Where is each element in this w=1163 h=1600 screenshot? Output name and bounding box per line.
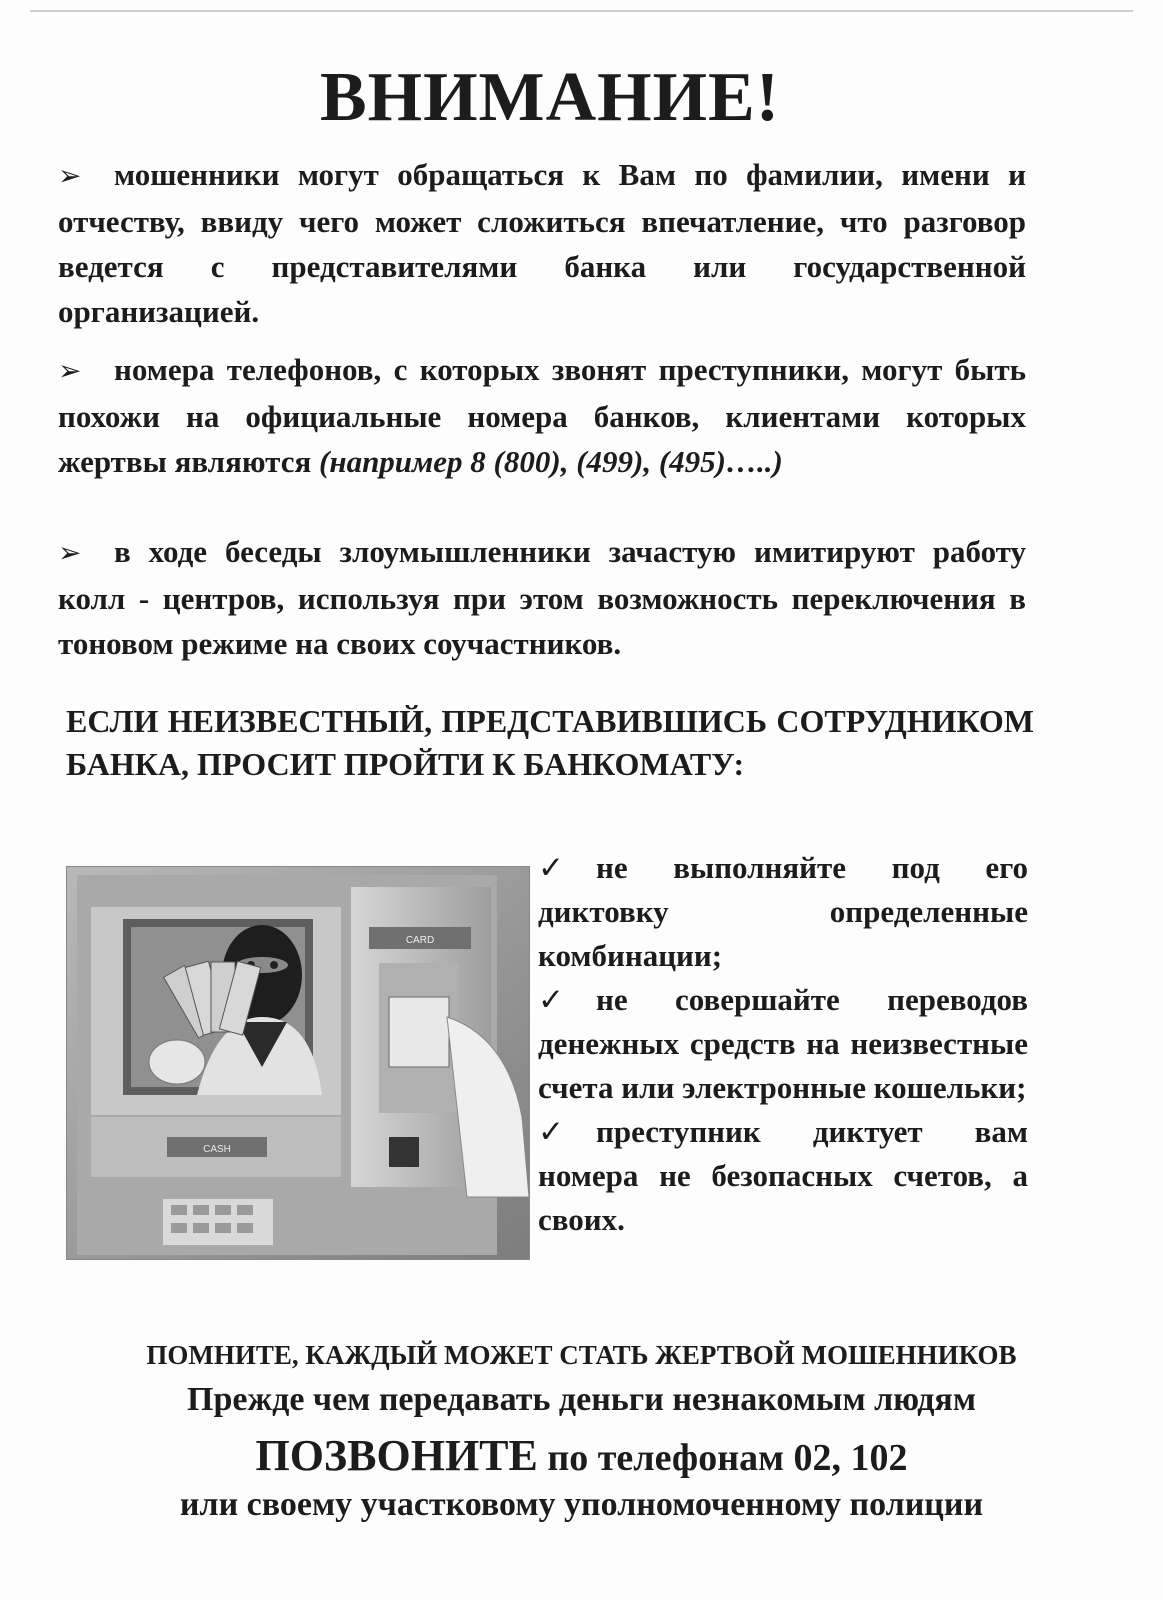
footer-call-word: ПОЗВОНИТЕ: [255, 1431, 538, 1480]
scan-edge-line: [30, 10, 1133, 12]
arrow-bullet-icon: ➢: [58, 356, 82, 387]
bullet-item-2: [58, 347, 1026, 484]
atm-illustration: [67, 867, 529, 1259]
bullet-text-1: мошенники могут обращаться к Вам по фамилии, имени и отчеству, ввиду чего может сложиться впечатление, что разговор ведется с представителями банка или государственной организацией.: [58, 157, 1026, 329]
advice-text-2: не совершайте переводов денежных средств на неизвестные счета или электронные кошельки;: [538, 982, 1028, 1105]
atm-robber-image: [66, 866, 530, 1260]
atm-warning-heading: ЕСЛИ НЕИЗВЕСТНЫЙ, ПРЕДСТАВИВШИСЬ СОТРУДНИКОМ БАНКА, ПРОСИТ ПРОЙТИ К БАНКОМАТУ:: [66, 703, 1034, 782]
checkmark-icon: ✓: [538, 850, 564, 885]
footer-call: [0, 1430, 1163, 1481]
advice-text-1: не выполняйте под его диктовку определенные комбинации;: [538, 850, 1028, 973]
atm-advice-list: [538, 846, 1028, 1242]
arrow-bullet-icon: ➢: [58, 161, 82, 192]
footer-remember: ПОМНИТЕ, КАЖДЫЙ МОЖЕТ СТАТЬ ЖЕРТВОЙ МОШЕННИКОВ: [146, 1340, 1017, 1370]
bullet-example-numbers: (например 8 (800), (499), (495)…..): [319, 444, 783, 479]
advice-text-3: преступник диктует вам номера не безопасных счетов, а своих.: [538, 1114, 1028, 1237]
footer-before-giving: Прежде чем передавать деньги незнакомым людям: [187, 1381, 976, 1418]
bullet-text-2: номера телефонов, с которых звонят преступники, могут быть похожи на официальные номера банков, клиентами которых жертвы являются: [58, 352, 1026, 479]
bullet-text-3: в ходе беседы злоумышленники зачастую имитируют работу колл - центров, используя при этом возможность переключения в тоновом режиме на своих соучастников.: [58, 534, 1026, 661]
cash-label: CASH: [203, 1144, 231, 1155]
advice-item-1: [538, 846, 1028, 978]
advice-item-2: [538, 978, 1028, 1110]
footer-phones: по телефонам 02, 102: [547, 1437, 908, 1479]
advice-item-3: [538, 1110, 1028, 1242]
checkmark-icon: ✓: [538, 1114, 564, 1149]
footer-police: или своему участковому уполномоченному полиции: [179, 1486, 984, 1523]
checkmark-icon: ✓: [538, 982, 564, 1017]
page-title: ВНИМАНИЕ!: [319, 59, 781, 136]
bullet-item-3: [58, 529, 1026, 666]
arrow-bullet-icon: ➢: [58, 538, 82, 569]
card-label: CARD: [405, 935, 435, 946]
bullet-item-1: [58, 152, 1026, 334]
